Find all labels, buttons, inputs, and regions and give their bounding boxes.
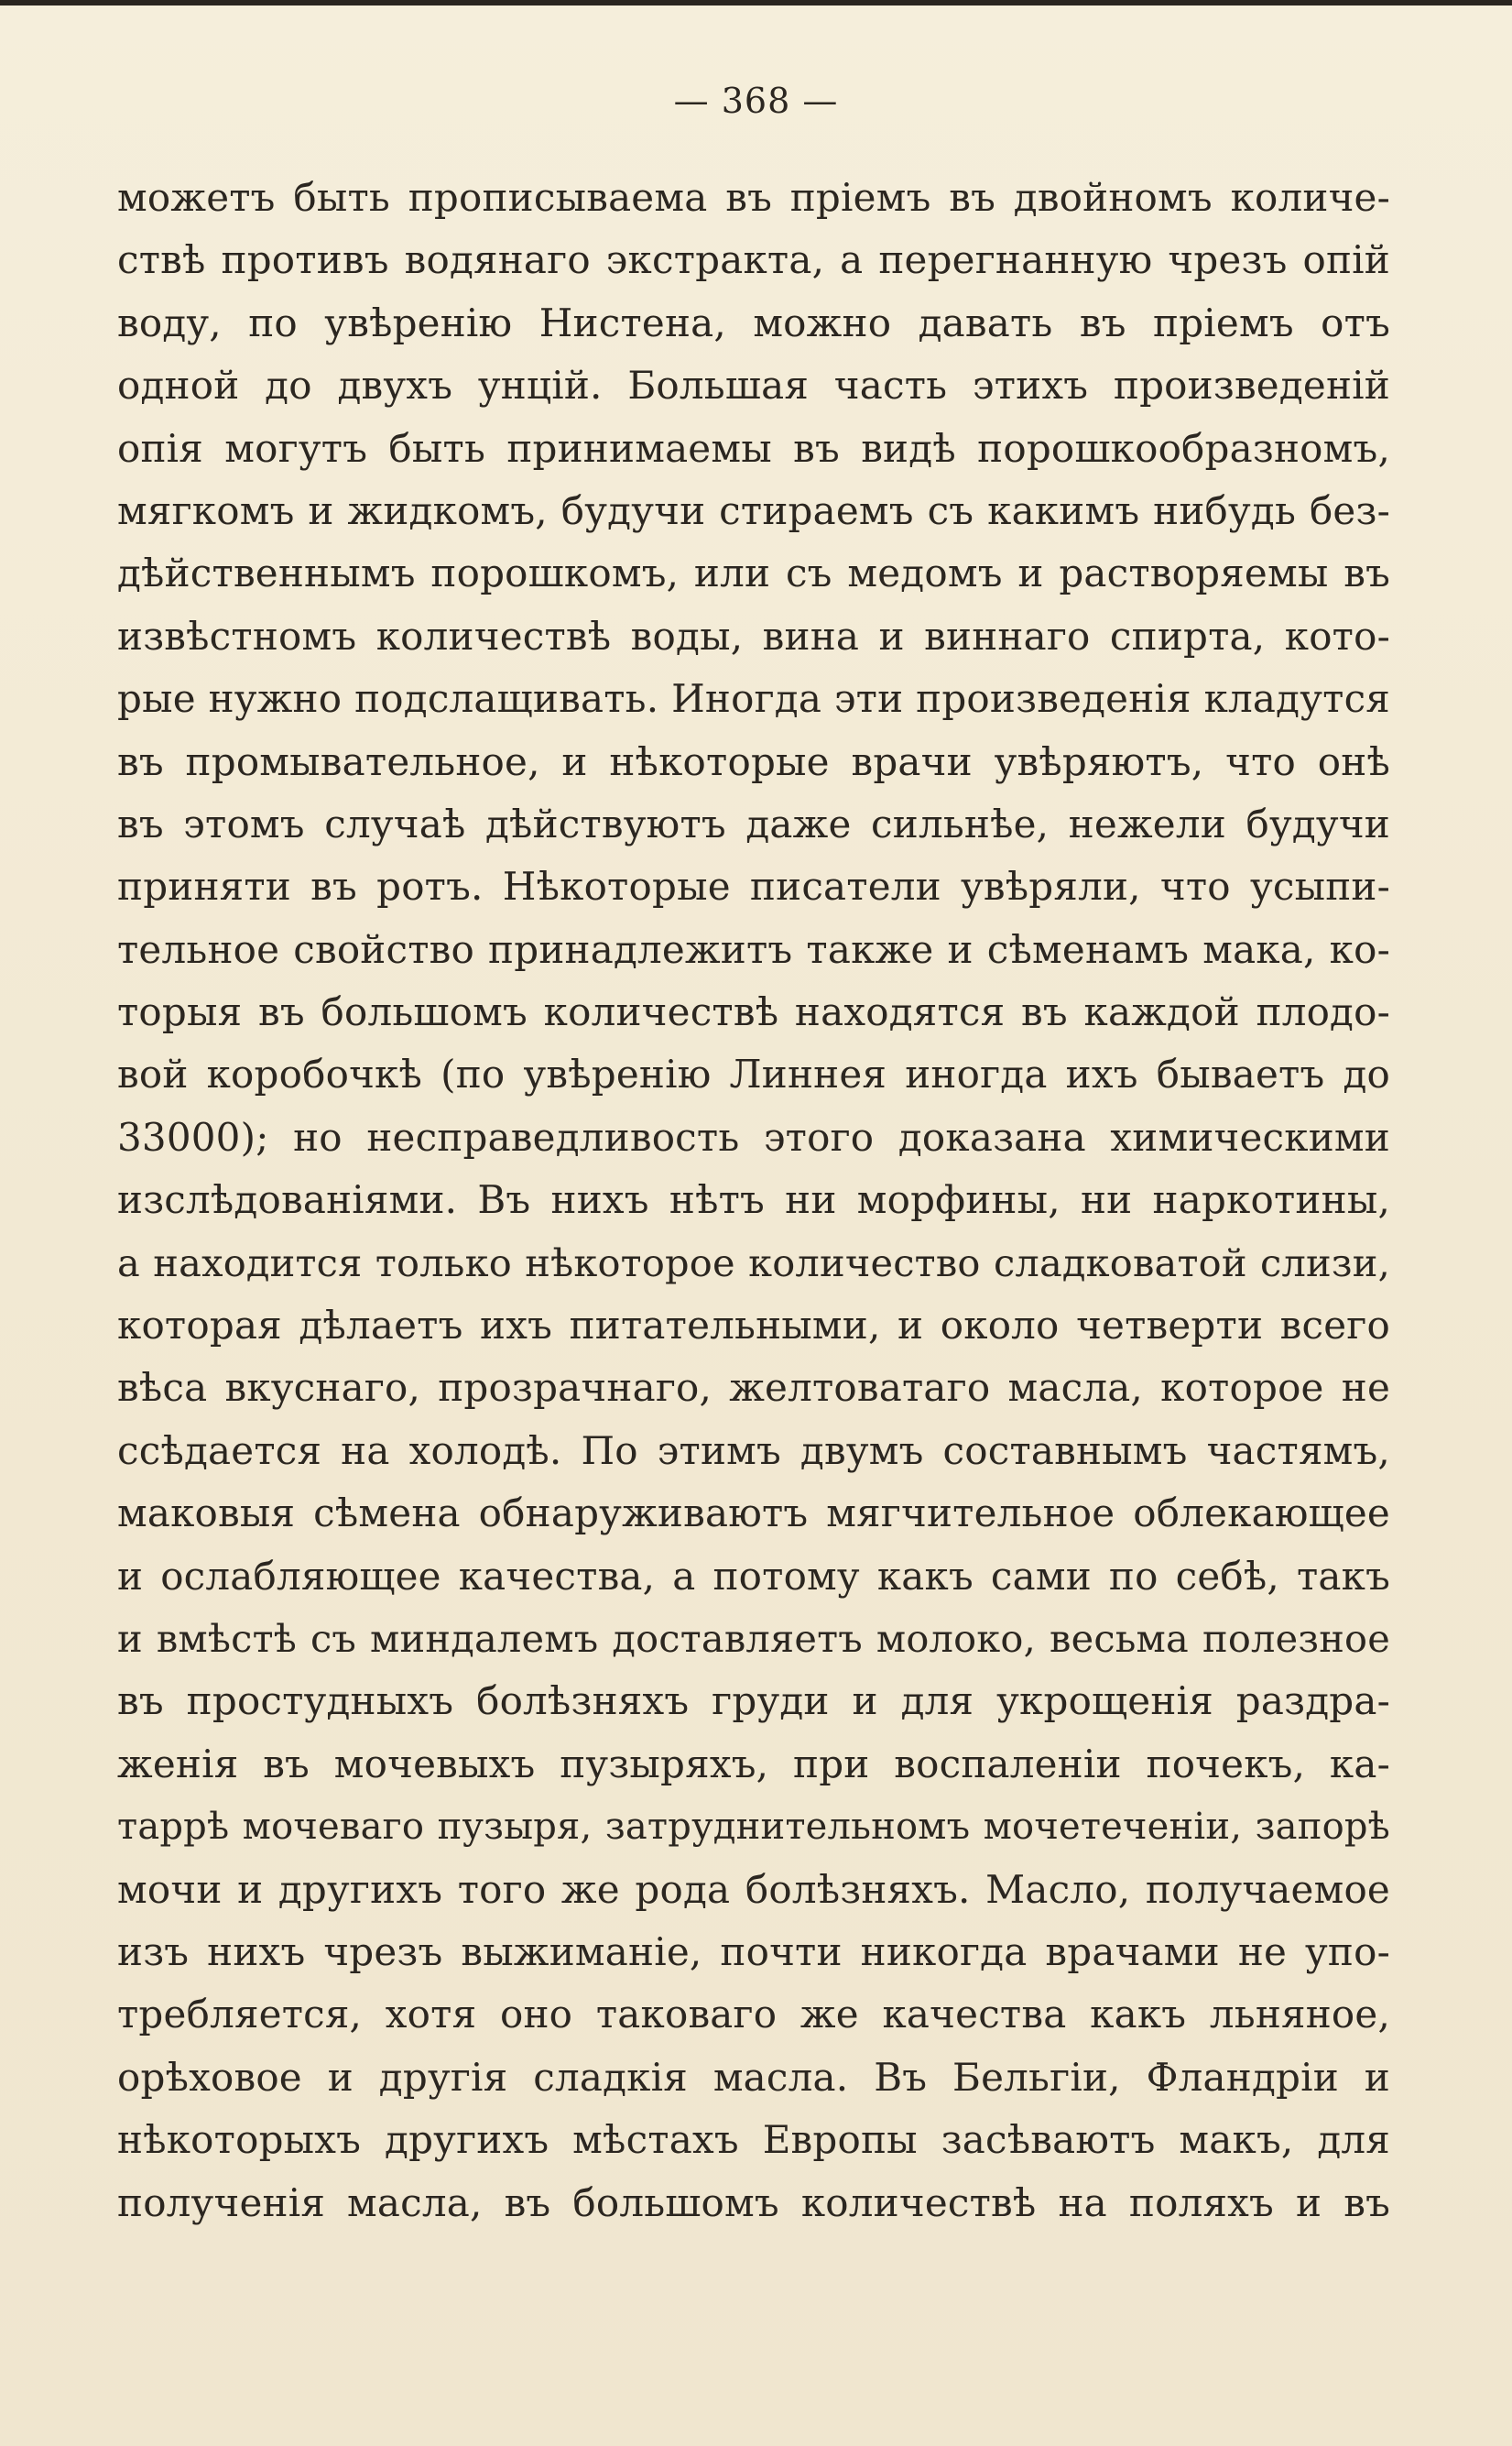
text-line: которая дѣлаетъ ихъ питательными, и около четверти всего [117,1303,1390,1349]
text-line: ссѣдается на холодѣ. По этимъ двумъ составнымъ частямъ, [117,1427,1390,1473]
text-line: изъ нихъ чрезъ выжиманіе, почти никогда врачами не упо- [117,1928,1390,1974]
text-line: одной до двухъ унцій. Большая часть этихъ произведеній [117,363,1390,409]
text-line: а находится только нѣкоторое количество сладковатой слизи, [117,1239,1390,1285]
text-line: маковыя сѣмена обнаруживаютъ мягчительное облекающее [117,1491,1390,1536]
text-line: мягкомъ и жидкомъ, будучи стираемъ съ какимъ нибудь без- [117,487,1390,533]
text-line: торыя въ большомъ количествѣ находятся въ каждой плодо- [117,989,1390,1035]
text-line: опія могутъ быть принимаемы въ видѣ порошкообразномъ, [117,425,1390,471]
text-line: въ промывательное, и нѣкоторые врачи увѣряютъ, что онѣ [117,738,1390,784]
text-line: въ простудныхъ болѣзняхъ груди и для укрощенія раздра- [117,1678,1390,1724]
text-line: и ослабляющее качества, а потому какъ сами по себѣ, такъ [117,1553,1390,1599]
text-line: женія въ мочевыхъ пузыряхъ, при воспаленіи почекъ, ка- [117,1741,1390,1786]
body-text [117,167,1390,2234]
text-line: дѣйственнымъ порошкомъ, или съ медомъ и растворяемы въ [117,551,1390,596]
text-line: тельное свойство принадлежитъ также и сѣменамъ мака, ко- [117,926,1390,972]
text-line: можетъ быть прописываема въ пріемъ въ двойномъ количе- [117,175,1390,220]
text-line: требляется, хотя оно таковаго же качества какъ льняное, [117,1992,1390,2037]
text-line: изслѣдованіями. Въ нихъ нѣтъ ни морфины, ни наркотины, [117,1177,1390,1223]
text-line: приняти въ ротъ. Нѣкоторые писатели увѣряли, что усыпи- [117,864,1390,910]
top-border-rule [0,0,1512,5]
text-line: рые нужно подслащивать. Иногда эти произведенія кладутся [117,676,1390,722]
text-line: воду, по увѣренію Нистена, можно давать въ пріемъ отъ [117,300,1390,345]
text-line: таррѣ мочеваго пузыря, затруднительномъ мочетеченіи, запорѣ [117,1806,1390,1849]
text-line: мочи и другихъ того же рода болѣзняхъ. Масло, получаемое [117,1866,1390,1912]
text-line: въ этомъ случаѣ дѣйствуютъ даже сильнѣе, нежели будучи [117,801,1390,846]
text-line: 33000); но несправедливость этого доказана химическими [117,1114,1390,1160]
text-line: нѣкоторыхъ другихъ мѣстахъ Европы засѣваютъ макъ, для [117,2117,1390,2163]
text-line: полученія масла, въ большомъ количествѣ на поляхъ и въ [117,2179,1390,2225]
page-number: — 368 — [673,81,839,121]
text-line: вѣса вкуснаго, прозрачнаго, желтоватаго масла, которое не [117,1365,1390,1411]
text-line: извѣстномъ количествѣ воды, вина и виннаго спирта, кото- [117,613,1390,659]
text-line: орѣховое и другія сладкія масла. Въ Бельгіи, Фландріи и [117,2054,1390,2100]
text-line: ствѣ противъ водянаго экстракта, а перегнанную чрезъ опій [117,237,1390,283]
text-line: вой коробочкѣ (по увѣренію Линнея иногда ихъ бываетъ до [117,1052,1390,1097]
text-line: и вмѣстѣ съ миндалемъ доставляетъ молоко, весьма полезное [117,1615,1390,1661]
